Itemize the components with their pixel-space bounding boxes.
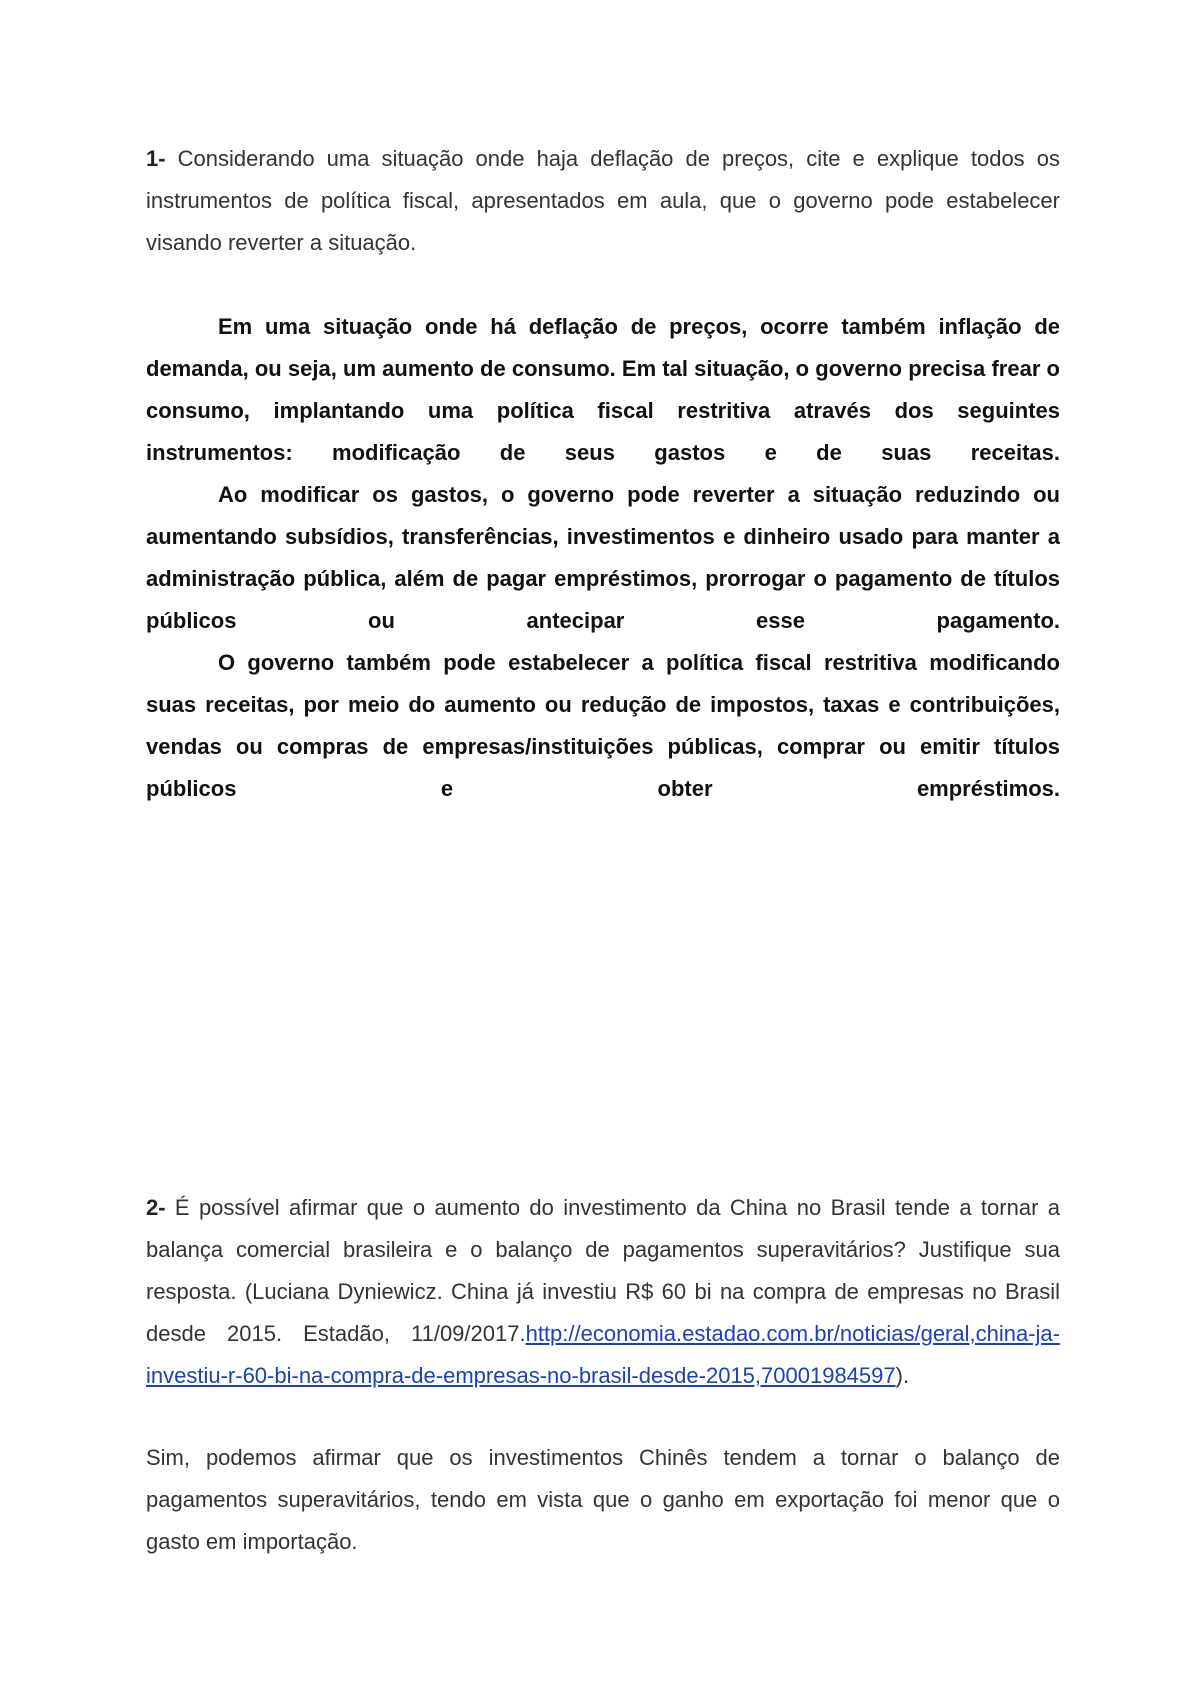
answer-2: Sim, podemos afirmar que os investimentos Chinês tendem a tornar o balanço de pagamentos superavitários, tendo em vista que o ganho em exportação foi menor que o gasto em importação. <box>146 1445 1060 1554</box>
answer-1-paragraph: Ao modificar os gastos, o governo pode reverter a situação reduzindo ou aumentando subsídios, transferências, investimentos e dinheiro usado para manter a administração pública, além de pagar empréstimos, prorrogar o pagamento de títulos públicos ou antecipar esse pagamento. <box>146 482 1060 633</box>
answer-1-paragraph: O governo também pode estabelecer a política fiscal restritiva modificando suas receitas, por meio do aumento ou redução de impostos, taxas e contribuições, vendas ou compras de empresas/instituições públicas, comprar ou emitir títulos públicos e obter empréstimos. <box>146 650 1060 801</box>
question-1-text: Considerando uma situação onde haja deflação de preços, cite e explique todos os instrumentos de política fiscal, apresentados em aula, que o governo pode estabelecer visando reverter a situação. <box>146 146 1060 255</box>
question-1 <box>146 138 1060 264</box>
answer-1-paragraph: Em uma situação onde há deflação de preços, ocorre também inflação de demanda, ou seja, um aumento de consumo. Em tal situação, o governo precisa frear o consumo, implantando uma política fiscal restritiva através dos seguintes instrumentos: modificação de seus gastos e de suas receitas. <box>146 314 1060 465</box>
question-1-number: 1- <box>146 146 166 171</box>
question-2-closing: ). <box>895 1363 910 1388</box>
question-2 <box>146 1187 1060 1397</box>
question-2-number: 2- <box>146 1195 166 1220</box>
question-2-text: É possível afirmar que o aumento do investimento da China no Brasil tende a tornar a balança comercial brasileira e o balanço de pagamentos superavitários? Justifique sua resposta. (Luciana Dyniewicz. China já investiu R$ 60 bi na compra de empresas no Brasil desde 2015. Estadão, 11/09/2017. <box>146 1195 1060 1346</box>
answer-1 <box>146 306 1060 810</box>
source-link[interactable]: http://economia.estadao.com.br/noticias/geral,china-ja-investiu-r-60-bi-na-compra-de-empresas-no-brasil-desde-2015,70001984597 <box>146 1321 1060 1388</box>
